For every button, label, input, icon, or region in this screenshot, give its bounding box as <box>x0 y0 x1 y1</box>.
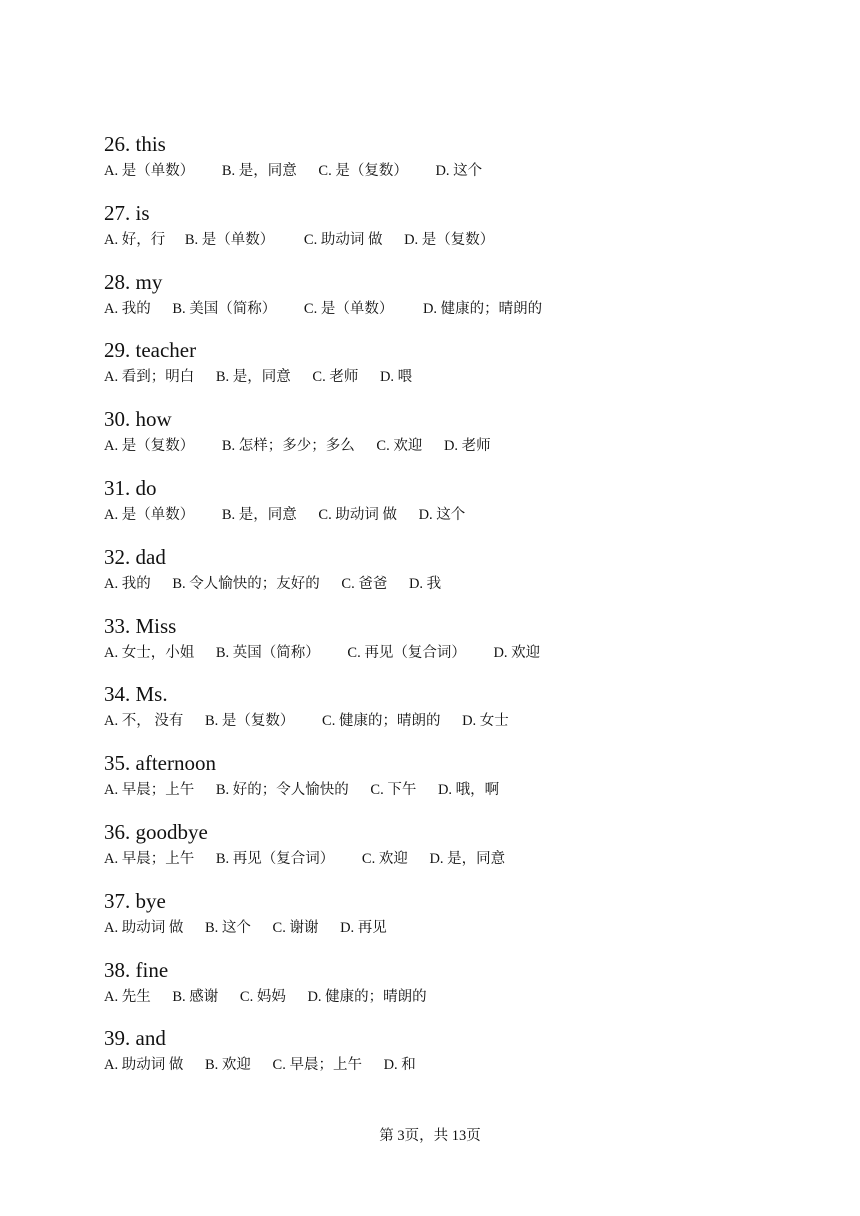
question-item <box>104 544 804 613</box>
option-b: B. 是（单数） <box>184 231 275 248</box>
option-a: A. 不， 没有 <box>104 713 184 730</box>
question-item <box>104 681 804 750</box>
option-a: A. 是（单数） <box>104 163 195 179</box>
question-word: 39. and <box>104 1026 166 1051</box>
question-item <box>104 750 804 819</box>
question-word: 27. is <box>104 200 150 225</box>
question-item <box>104 613 804 682</box>
option-d: D. 喂 <box>379 369 413 386</box>
option-d: D. 健康的；晴朗的 <box>307 988 427 1005</box>
question-options <box>104 1055 416 1075</box>
question-item <box>104 819 804 888</box>
option-a: A. 早晨；上午 <box>104 850 195 867</box>
option-a: A. 我的 <box>104 300 151 317</box>
option-b: B. 再见（复合词） <box>215 850 335 867</box>
option-c: C. 再见（复合词） <box>347 644 466 661</box>
question-options <box>104 367 412 387</box>
option-c: C. 欢迎 <box>361 850 408 867</box>
option-a: A. 先生 <box>104 988 151 1005</box>
question-item <box>104 957 804 1026</box>
question-list <box>104 131 804 1094</box>
option-a: A. 我的 <box>104 575 151 592</box>
question-options <box>104 230 494 250</box>
question-item <box>104 337 804 406</box>
option-d: D. 老师 <box>443 438 491 455</box>
question-word: 26. this <box>104 132 166 156</box>
option-c: C. 健康的；晴朗的 <box>322 713 441 730</box>
option-c: C. 早晨；上午 <box>272 1057 362 1074</box>
option-b: B. 是（复数） <box>204 713 295 730</box>
option-b: B. 英国（简称） <box>215 644 320 661</box>
option-b: B. 好的；令人愉快的 <box>215 782 349 799</box>
option-a: A. 早晨；上午 <box>104 782 195 799</box>
question-word: 35. afternoon <box>104 751 216 776</box>
option-c: C. 谢谢 <box>272 919 319 936</box>
option-c: C. 是（复数） <box>318 163 408 179</box>
option-a: A. 女士，小姐 <box>104 644 195 661</box>
question-item <box>104 1025 804 1094</box>
option-d: D. 哦，啊 <box>437 782 500 799</box>
question-item <box>104 475 804 544</box>
option-a: A. 看到；明白 <box>104 369 195 386</box>
question-word: 31. do <box>104 475 157 500</box>
option-c: C. 欢迎 <box>376 438 423 455</box>
question-options <box>104 643 540 663</box>
option-a: A. 是（单数） <box>104 506 195 523</box>
option-d: D. 这个 <box>418 506 466 523</box>
question-options <box>104 780 499 800</box>
option-d: D. 欢迎 <box>493 644 541 661</box>
option-d: D. 是，同意 <box>429 850 506 867</box>
question-item <box>104 888 804 957</box>
question-item <box>104 131 804 200</box>
page-number-footer: 第 3页，共 13页 <box>379 1128 481 1144</box>
option-b: B. 感谢 <box>172 988 219 1005</box>
option-b: B. 是，同意 <box>215 369 291 386</box>
option-d: D. 和 <box>383 1057 416 1074</box>
question-word: 29. teacher <box>104 338 197 363</box>
question-options <box>104 918 387 938</box>
option-b: B. 是，同意 <box>221 163 297 179</box>
option-c: C. 老师 <box>312 369 359 386</box>
question-options <box>104 574 441 594</box>
question-word: 34. Ms. <box>104 682 168 707</box>
option-d: D. 是（复数） <box>404 231 495 248</box>
option-d: D. 女士 <box>462 713 509 730</box>
option-b: B. 是，同意 <box>221 506 297 523</box>
option-b: B. 欢迎 <box>204 1057 251 1074</box>
question-word: 36. goodbye <box>104 819 208 844</box>
question-word: 37. bye <box>104 888 166 913</box>
option-b: B. 怎样；多少；多么 <box>221 438 355 455</box>
option-c: C. 爸爸 <box>341 575 388 592</box>
option-c: C. 助动词 做 <box>303 231 383 248</box>
question-options <box>104 161 482 181</box>
option-c: C. 妈妈 <box>239 988 286 1005</box>
option-a: A. 好，行 <box>104 231 166 248</box>
option-c: C. 下午 <box>370 782 417 799</box>
question-word: 33. Miss <box>104 613 177 638</box>
question-options <box>104 987 427 1007</box>
option-a: A. 助动词 做 <box>104 919 184 936</box>
question-item <box>104 200 804 269</box>
question-options <box>104 436 491 456</box>
option-b: B. 令人愉快的；友好的 <box>172 575 320 592</box>
question-options <box>104 711 509 731</box>
option-d: D. 我 <box>408 575 442 592</box>
option-a: A. 助动词 做 <box>104 1057 184 1074</box>
question-word: 38. fine <box>104 957 169 982</box>
option-b: B. 美国（简称） <box>172 300 277 317</box>
question-word: 30. how <box>104 407 172 432</box>
option-d: D. 再见 <box>340 919 387 936</box>
question-item <box>104 406 804 475</box>
question-options <box>104 299 542 319</box>
option-b: B. 这个 <box>204 919 251 936</box>
option-c: C. 是（单数） <box>303 300 394 317</box>
option-a: A. 是（复数） <box>104 438 195 455</box>
question-options <box>104 849 505 869</box>
question-word: 32. dad <box>104 544 166 569</box>
question-options <box>104 505 465 525</box>
option-c: C. 助动词 做 <box>318 506 397 523</box>
question-item <box>104 269 804 338</box>
option-d: D. 健康的；晴朗的 <box>422 300 543 317</box>
question-word: 28. my <box>104 269 163 294</box>
option-d: D. 这个 <box>435 163 483 179</box>
